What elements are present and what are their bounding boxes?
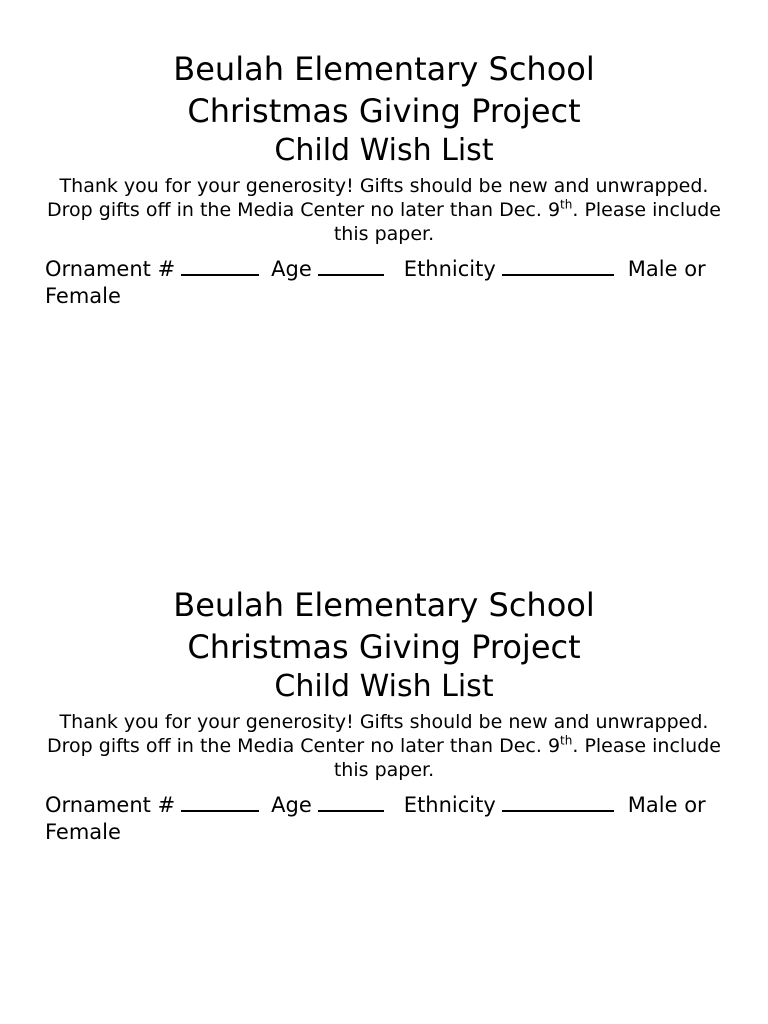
list-title: Child Wish List (274, 133, 494, 168)
ornament-label: Ornament # (45, 257, 176, 281)
project-name: Christmas Giving Project (187, 628, 581, 666)
child-info-fields (45, 256, 725, 310)
wish-list-form-bottom (0, 584, 768, 844)
ethnicity-blank (502, 256, 614, 276)
intro-text-main: Thank you for your generosity! Gifts should be new and unwrapped. Drop gifts off in the Media Center no later than Dec. 9 (47, 175, 709, 221)
intro-text-end: . Please include this paper. (333, 199, 721, 245)
age-label: Age (271, 257, 312, 281)
ornament-number-blank (181, 792, 259, 812)
child-info-fields (45, 792, 725, 846)
intro-text (44, 710, 724, 782)
ethnicity-label: Ethnicity (403, 793, 496, 817)
gender-label: Male or Female (45, 793, 706, 844)
age-blank (318, 792, 384, 812)
list-title: Child Wish List (274, 669, 494, 704)
age-label: Age (271, 793, 312, 817)
wish-list-form-top (0, 48, 768, 308)
ornament-label: Ornament # (45, 793, 176, 817)
school-name: Beulah Elementary School (173, 50, 595, 88)
age-blank (318, 256, 384, 276)
intro-text-main: Thank you for your generosity! Gifts should be new and unwrapped. Drop gifts off in the Media Center no later than Dec. 9 (47, 711, 709, 757)
intro-text-end: . Please include this paper. (333, 735, 721, 781)
ornament-number-blank (181, 256, 259, 276)
gender-label: Male or Female (45, 257, 706, 308)
intro-text-ordinal: th (560, 197, 573, 212)
project-name: Christmas Giving Project (187, 92, 581, 130)
intro-text-ordinal: th (560, 733, 573, 748)
ethnicity-label: Ethnicity (403, 257, 496, 281)
intro-text (44, 174, 724, 246)
school-name: Beulah Elementary School (173, 586, 595, 624)
ethnicity-blank (502, 792, 614, 812)
